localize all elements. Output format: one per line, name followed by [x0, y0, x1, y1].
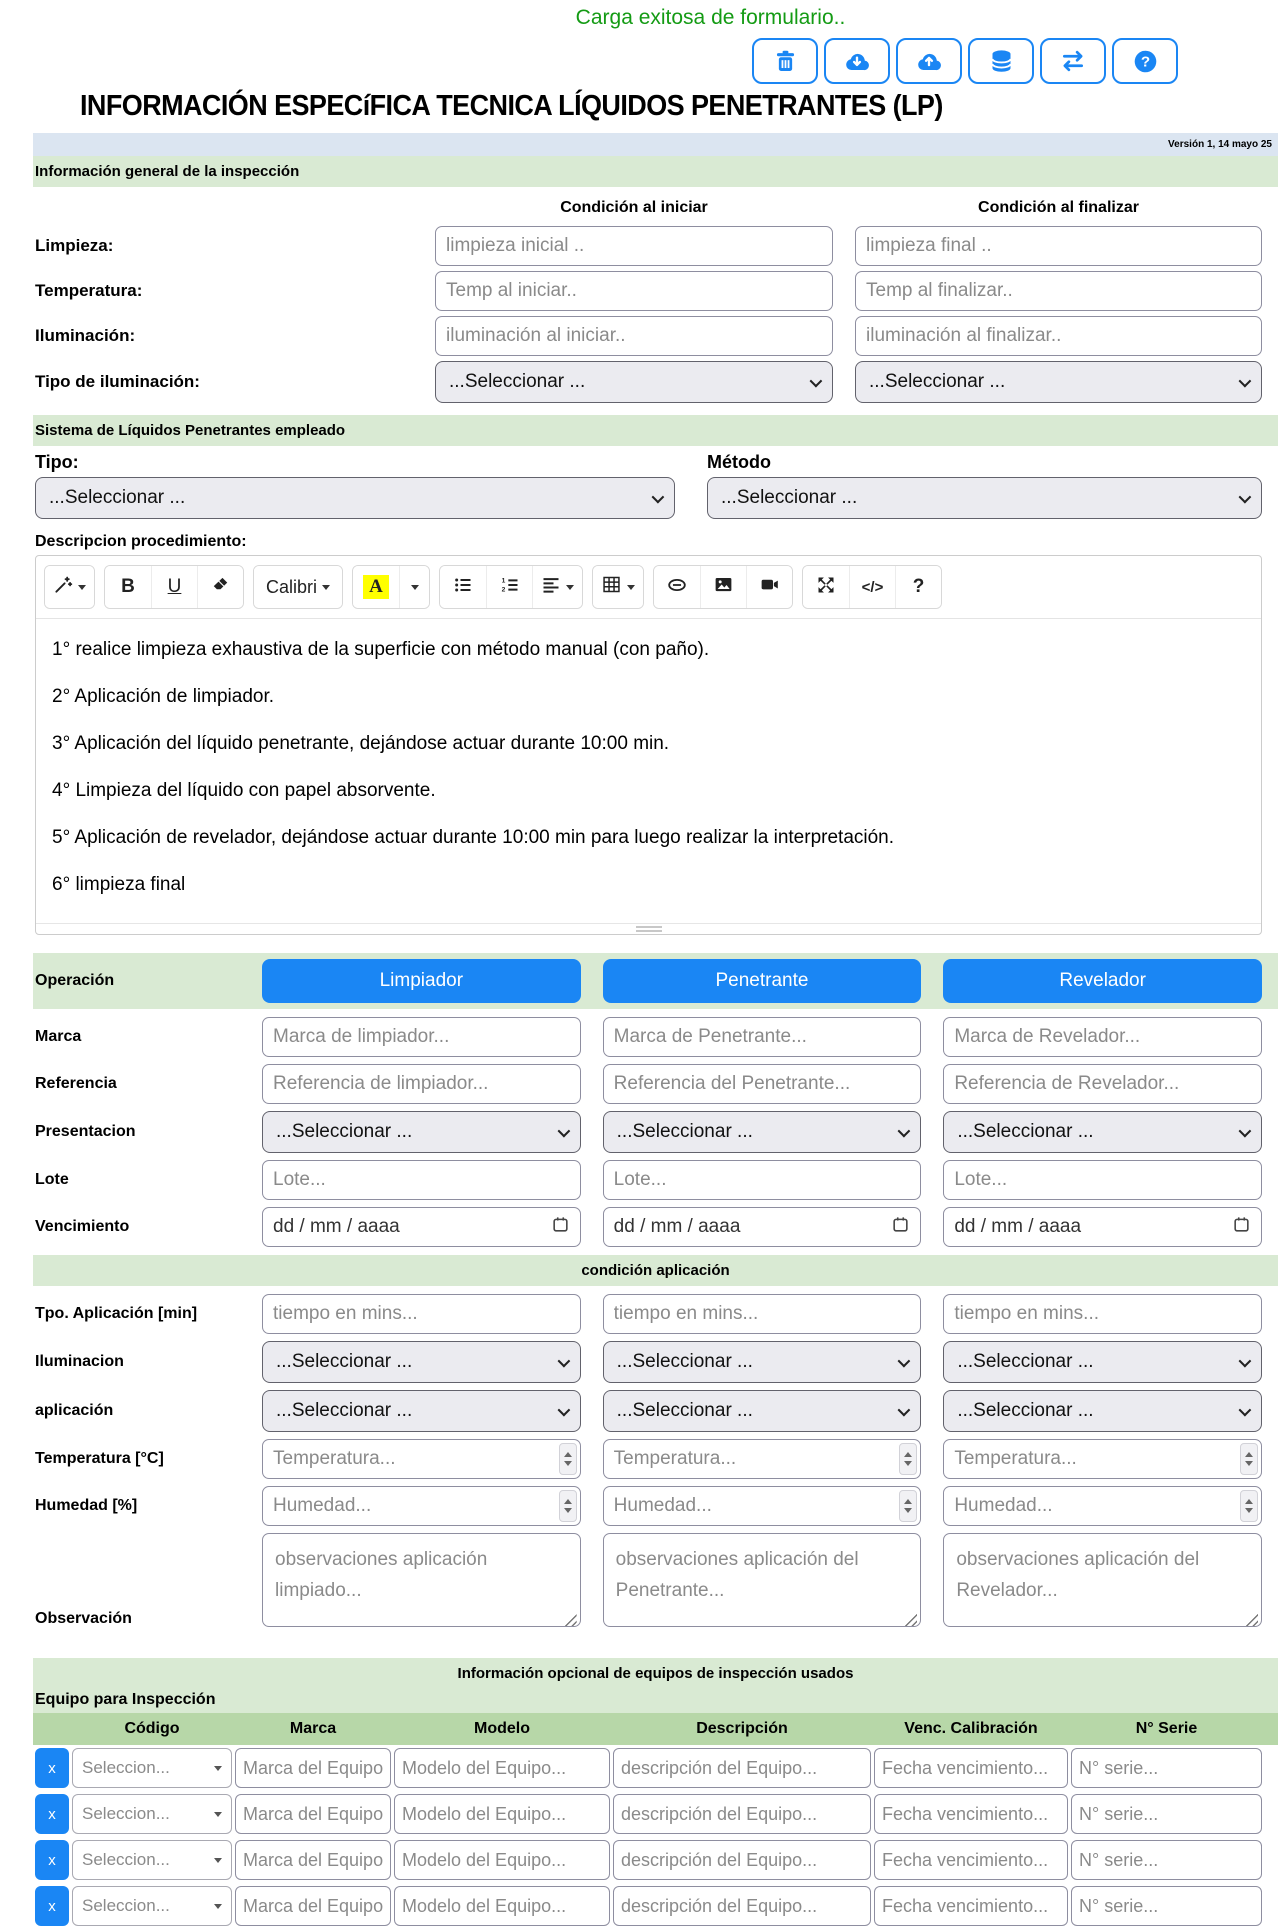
- limpieza-label: Limpieza:: [35, 236, 114, 255]
- version-label: Versión 1, 14 mayo 25: [33, 133, 1278, 156]
- svg-text:1: 1: [501, 577, 505, 584]
- unordered-list-icon: [453, 575, 473, 600]
- iluminacion-start-input[interactable]: [435, 316, 833, 356]
- col-descripcion: Descripción: [696, 1720, 788, 1737]
- col-header-start: Condición al iniciar: [560, 199, 708, 216]
- database-icon: [988, 47, 1015, 75]
- status-message: Carga exitosa de formulario..: [575, 6, 846, 29]
- codigo-select[interactable]: Seleccion...: [72, 1748, 232, 1788]
- link-button[interactable]: [654, 566, 700, 608]
- bold-button[interactable]: B: [105, 566, 151, 608]
- iluminacion-cond-label: Iluminacion: [35, 1353, 124, 1370]
- video-icon: [759, 574, 780, 600]
- eraser-icon: [211, 575, 230, 599]
- marca-revelador-input[interactable]: [943, 1017, 1262, 1057]
- lote-penetrante-input[interactable]: [603, 1160, 922, 1200]
- number-spinner[interactable]: [899, 1490, 917, 1522]
- equipment-row: [33, 1745, 1278, 1791]
- temperatura-penetrante-input[interactable]: [604, 1448, 900, 1470]
- editor-toolbar: [36, 556, 1261, 619]
- humedad-revelador-field: [943, 1486, 1262, 1526]
- equip-descripcion-input[interactable]: [613, 1748, 871, 1788]
- observacion-limpiador-textarea[interactable]: [262, 1533, 581, 1627]
- marca-label: Marca: [35, 1028, 82, 1045]
- system-grid: [33, 446, 1278, 527]
- equip-serie-input[interactable]: [1071, 1748, 1262, 1788]
- aplicacion-label: aplicación: [35, 1402, 114, 1419]
- chevron-down-icon: [652, 490, 665, 503]
- top-toolbar: [33, 38, 1178, 84]
- equip-vencimiento-input[interactable]: [874, 1794, 1068, 1834]
- marca-penetrante-input[interactable]: [603, 1017, 922, 1057]
- procedure-step: 1° realice limpieza exhaustiva de la superficie con método manual (con paño).: [52, 639, 710, 660]
- operation-header-band: [33, 953, 1278, 1009]
- column-revelador-button[interactable]: Revelador: [943, 959, 1262, 1003]
- svg-text:?: ?: [1140, 53, 1150, 71]
- equip-modelo-input[interactable]: [394, 1886, 610, 1926]
- style-button[interactable]: [45, 566, 94, 608]
- metodo-select[interactable]: ...Seleccionar ...: [707, 477, 1262, 519]
- equipo-para-inspeccion-label: Equipo para Inspección: [35, 1691, 216, 1708]
- equip-vencimiento-input[interactable]: [874, 1748, 1068, 1788]
- link-icon: [666, 574, 688, 601]
- operation-grid: [33, 1009, 1278, 1255]
- exchange-icon: [1059, 48, 1087, 74]
- aplicacion-limpiador-select[interactable]: ...Seleccionar ...: [262, 1390, 581, 1432]
- image-button[interactable]: [700, 566, 746, 608]
- temperatura-cond-label: Temperatura [°C]: [35, 1450, 164, 1467]
- vencimiento-label: Vencimiento: [35, 1218, 130, 1235]
- procedure-step: 5° Aplicación de revelador, dejándose actuar durante 10:00 min para luego realizar la interpretación.: [52, 827, 895, 848]
- cloud-upload-icon: [914, 48, 944, 75]
- caret-down-icon: [411, 585, 419, 590]
- temperatura-label: Temperatura:: [35, 281, 143, 300]
- caret-down-icon: [322, 585, 330, 590]
- tiempo-limpiador-input[interactable]: [262, 1294, 581, 1334]
- vencimiento-limpiador-date[interactable]: dd / mm / aaaa: [262, 1207, 581, 1247]
- unordered-list-button[interactable]: [440, 566, 486, 608]
- svg-text:2: 2: [501, 586, 505, 594]
- chevron-down-icon: [557, 1124, 570, 1137]
- equip-marca-input[interactable]: [235, 1840, 391, 1880]
- temperatura-penetrante-field: [603, 1439, 922, 1479]
- question-icon: [1132, 48, 1159, 75]
- iluminacion-penetrante-select[interactable]: ...Seleccionar ...: [603, 1341, 922, 1383]
- image-icon: [713, 574, 734, 600]
- temperatura-revelador-field: [943, 1439, 1262, 1479]
- temperatura-limpiador-input[interactable]: [263, 1448, 559, 1470]
- paragraph-align-button[interactable]: [532, 566, 582, 608]
- col-header-end: Condición al finalizar: [978, 199, 1139, 216]
- equipment-row: [33, 1837, 1278, 1883]
- iluminacion-revelador-select[interactable]: ...Seleccionar ...: [943, 1341, 1262, 1383]
- temperatura-start-input[interactable]: [435, 271, 833, 311]
- chevron-down-icon: [1239, 374, 1252, 387]
- chevron-down-icon: [898, 1403, 911, 1416]
- vencimiento-penetrante-date[interactable]: dd / mm / aaaa: [603, 1207, 922, 1247]
- aplicacion-penetrante-select[interactable]: ...Seleccionar ...: [603, 1390, 922, 1432]
- editor-resize-handle[interactable]: [36, 923, 1261, 934]
- transfer-button[interactable]: [1040, 38, 1106, 84]
- tipo-iluminacion-end-select[interactable]: ...Seleccionar ...: [855, 361, 1262, 403]
- col-modelo: Modelo: [474, 1720, 530, 1737]
- table-button[interactable]: [593, 566, 643, 608]
- referencia-limpiador-input[interactable]: [262, 1064, 581, 1104]
- presentacion-label: Presentacion: [35, 1123, 136, 1140]
- remove-row-button[interactable]: x: [35, 1840, 69, 1880]
- temperatura-limpiador-field: [262, 1439, 581, 1479]
- procedure-step: 3° Aplicación del líquido penetrante, dejándose actuar durante 10:00 min.: [52, 733, 670, 754]
- equip-descripcion-input[interactable]: [613, 1794, 871, 1834]
- chevron-down-icon: [898, 1124, 911, 1137]
- humedad-label: Humedad [%]: [35, 1497, 138, 1514]
- column-limpiador-button[interactable]: Limpiador: [262, 959, 581, 1003]
- section-general-info: Información general de la inspección: [33, 156, 1278, 187]
- humedad-limpiador-input[interactable]: [263, 1495, 559, 1517]
- descripcion-procedimiento-label: Descripcion procedimiento:: [35, 533, 247, 550]
- referencia-revelador-input[interactable]: [943, 1064, 1262, 1104]
- codigo-select[interactable]: Seleccion...: [72, 1794, 232, 1834]
- equip-marca-input[interactable]: [235, 1794, 391, 1834]
- iluminacion-end-input[interactable]: [855, 316, 1262, 356]
- underline-button[interactable]: U: [151, 566, 197, 608]
- codigo-select[interactable]: Seleccion...: [72, 1886, 232, 1926]
- video-button[interactable]: [746, 566, 792, 608]
- procedure-step: 2° Aplicación de limpiador.: [52, 686, 275, 707]
- lote-revelador-input[interactable]: [943, 1160, 1262, 1200]
- equipment-section-title: Información opcional de equipos de inspección usados: [457, 1665, 854, 1682]
- ordered-list-button[interactable]: [486, 566, 532, 608]
- number-spinner[interactable]: [559, 1443, 577, 1475]
- fullscreen-icon: [816, 575, 836, 600]
- lote-label: Lote: [35, 1171, 69, 1188]
- temperatura-revelador-input[interactable]: [944, 1448, 1240, 1470]
- trash-icon: [772, 48, 799, 75]
- condition-grid: [33, 1286, 1278, 1640]
- equip-marca-input[interactable]: [235, 1886, 391, 1926]
- chevron-down-icon: [1239, 1354, 1252, 1367]
- upload-button[interactable]: [896, 38, 962, 84]
- section-equipment: [33, 1658, 1278, 1713]
- procedure-step: 6° limpieza final: [52, 874, 186, 895]
- equipment-row: [33, 1883, 1278, 1929]
- download-button[interactable]: [824, 38, 890, 84]
- database-button[interactable]: [968, 38, 1034, 84]
- number-spinner[interactable]: [559, 1490, 577, 1522]
- font-color-caret-button[interactable]: [399, 566, 429, 608]
- chevron-down-icon: [810, 374, 823, 387]
- caret-down-icon: [214, 1904, 222, 1909]
- codigo-select[interactable]: Seleccion...: [72, 1840, 232, 1880]
- tiempo-penetrante-input[interactable]: [603, 1294, 922, 1334]
- observacion-revelador-textarea[interactable]: [943, 1533, 1262, 1627]
- presentacion-limpiador-select[interactable]: ...Seleccionar ...: [262, 1111, 581, 1153]
- equip-modelo-input[interactable]: [394, 1794, 610, 1834]
- metodo-label: Método: [707, 452, 771, 472]
- caret-down-icon: [214, 1812, 222, 1817]
- table-icon: [601, 574, 622, 600]
- presentacion-penetrante-select[interactable]: ...Seleccionar ...: [603, 1111, 922, 1153]
- equip-vencimiento-input[interactable]: [874, 1886, 1068, 1926]
- equip-serie-input[interactable]: [1071, 1840, 1262, 1880]
- font-family-button[interactable]: Calibri: [254, 566, 342, 608]
- section-system: Sistema de Líquidos Penetrantes empleado: [33, 415, 1278, 446]
- marca-limpiador-input[interactable]: [262, 1017, 581, 1057]
- equip-descripcion-input[interactable]: [613, 1840, 871, 1880]
- tipo-label: Tipo:: [35, 452, 79, 472]
- ordered-list-icon: [500, 575, 520, 600]
- referencia-penetrante-input[interactable]: [603, 1064, 922, 1104]
- iluminacion-label: Iluminación:: [35, 326, 136, 345]
- temperatura-end-input[interactable]: [855, 271, 1262, 311]
- referencia-label: Referencia: [35, 1075, 117, 1092]
- observacion-penetrante-textarea[interactable]: [603, 1533, 922, 1627]
- col-codigo: Código: [124, 1720, 180, 1737]
- col-n-serie: N° Serie: [1135, 1720, 1198, 1737]
- procedure-step: 4° Limpieza del líquido con papel absorvente.: [52, 780, 436, 801]
- observacion-label: Observación: [35, 1610, 132, 1627]
- clear-format-button[interactable]: [197, 566, 243, 608]
- col-marca: Marca: [289, 1720, 337, 1737]
- operacion-label: Operación: [35, 972, 115, 989]
- caret-down-icon: [566, 585, 574, 590]
- limpieza-end-input[interactable]: [855, 226, 1262, 266]
- align-icon: [541, 575, 561, 600]
- equip-vencimiento-input[interactable]: [874, 1840, 1068, 1880]
- equipment-row: [33, 1791, 1278, 1837]
- chevron-down-icon: [557, 1354, 570, 1367]
- lote-limpiador-input[interactable]: [262, 1160, 581, 1200]
- remove-row-button[interactable]: x: [35, 1748, 69, 1788]
- caret-down-icon: [627, 585, 635, 590]
- humedad-penetrante-field: [603, 1486, 922, 1526]
- equip-serie-input[interactable]: [1071, 1886, 1262, 1926]
- procedure-text[interactable]: [36, 619, 1261, 923]
- page-title: INFORMACIÓN ESPECíFICA TECNICA LÍQUIDOS PENETRANTES (LP): [80, 90, 943, 122]
- equip-descripcion-input[interactable]: [613, 1886, 871, 1926]
- number-spinner[interactable]: [1240, 1490, 1258, 1522]
- tipo-select[interactable]: ...Seleccionar ...: [35, 477, 675, 519]
- number-spinner[interactable]: [899, 1443, 917, 1475]
- iluminacion-limpiador-select[interactable]: ...Seleccionar ...: [262, 1341, 581, 1383]
- procedure-editor: [35, 555, 1262, 935]
- presentacion-revelador-select[interactable]: ...Seleccionar ...: [943, 1111, 1262, 1153]
- help-button[interactable]: [1112, 38, 1178, 84]
- tipo-iluminacion-label: Tipo de iluminación:: [35, 372, 200, 391]
- chevron-down-icon: [1239, 490, 1252, 503]
- general-info-grid: [33, 187, 1278, 415]
- caret-down-icon: [78, 585, 86, 590]
- delete-button[interactable]: [752, 38, 818, 84]
- calendar-icon: [891, 1215, 910, 1240]
- font-color-swatch: A: [363, 575, 389, 599]
- chevron-down-icon: [1239, 1403, 1252, 1416]
- remove-row-button[interactable]: x: [35, 1886, 69, 1926]
- equipment-column-headers: [33, 1713, 1278, 1745]
- number-spinner[interactable]: [1240, 1443, 1258, 1475]
- remove-row-button[interactable]: x: [35, 1794, 69, 1834]
- chevron-down-icon: [898, 1354, 911, 1367]
- caret-down-icon: [214, 1766, 222, 1771]
- tipo-iluminacion-start-select[interactable]: ...Seleccionar ...: [435, 361, 833, 403]
- column-penetrante-button[interactable]: Penetrante: [603, 959, 922, 1003]
- editor-help-button[interactable]: ?: [895, 566, 941, 608]
- chevron-down-icon: [557, 1403, 570, 1416]
- humedad-penetrante-input[interactable]: [604, 1495, 900, 1517]
- chevron-down-icon: [1239, 1124, 1252, 1137]
- humedad-revelador-input[interactable]: [944, 1495, 1240, 1517]
- font-color-button[interactable]: [353, 566, 399, 608]
- fullscreen-button[interactable]: [803, 566, 849, 608]
- humedad-limpiador-field: [262, 1486, 581, 1526]
- limpieza-start-input[interactable]: [435, 226, 833, 266]
- tiempo-aplicacion-label: Tpo. Aplicación [min]: [35, 1305, 198, 1322]
- tiempo-revelador-input[interactable]: [943, 1294, 1262, 1334]
- aplicacion-revelador-select[interactable]: ...Seleccionar ...: [943, 1390, 1262, 1432]
- caret-down-icon: [214, 1858, 222, 1863]
- equip-marca-input[interactable]: [235, 1748, 391, 1788]
- calendar-icon: [551, 1215, 570, 1240]
- equip-modelo-input[interactable]: [394, 1748, 610, 1788]
- cloud-download-icon: [842, 48, 872, 75]
- equip-serie-input[interactable]: [1071, 1794, 1262, 1834]
- col-venc-calibracion: Venc. Calibración: [904, 1720, 1038, 1737]
- vencimiento-revelador-date[interactable]: dd / mm / aaaa: [943, 1207, 1262, 1247]
- equip-modelo-input[interactable]: [394, 1840, 610, 1880]
- magic-wand-icon: [53, 575, 73, 600]
- section-condicion-aplicacion: condición aplicación: [33, 1255, 1278, 1286]
- code-view-button[interactable]: </>: [849, 566, 895, 608]
- calendar-icon: [1232, 1215, 1251, 1240]
